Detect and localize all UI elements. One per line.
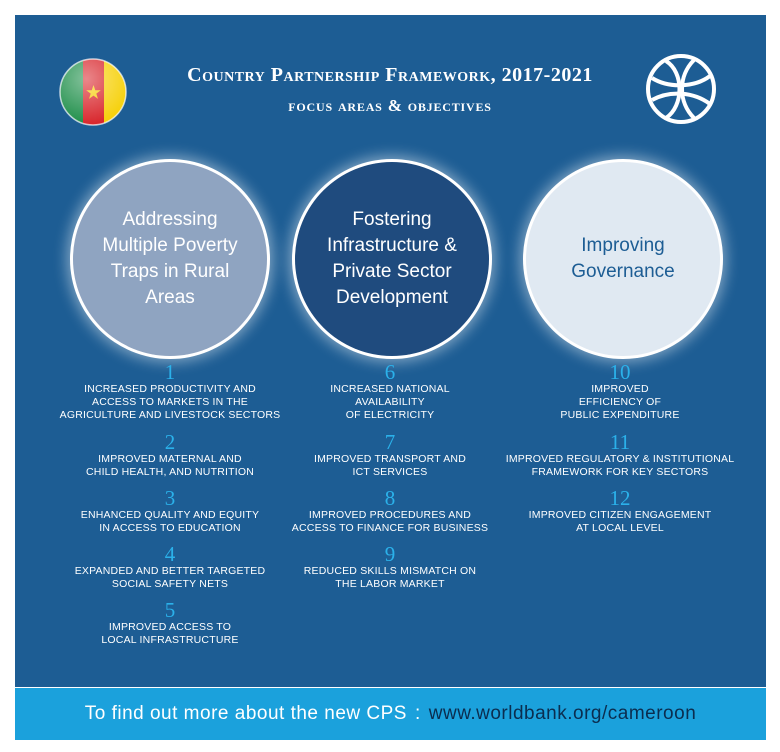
objective-number: 1 (164, 360, 176, 384)
world-bank-globe-icon (644, 52, 718, 126)
objectives-column-2 (270, 362, 510, 593)
objective-number: 9 (384, 542, 396, 566)
objective-number: 6 (384, 360, 396, 384)
objective-item (270, 488, 510, 535)
objective-number: 12 (609, 486, 631, 510)
footer-text: To find out more about the new CPS (84, 703, 407, 724)
objective-item (50, 432, 290, 479)
focus-area-label: Fostering Infrastructure & Private Sector Development (327, 209, 457, 308)
page-title: Country Partnership Framework, 2017-2021 (187, 64, 593, 86)
objective-item (270, 362, 510, 422)
objective-number: 7 (384, 430, 396, 454)
focus-area-rural-poverty (73, 162, 267, 356)
objective-text: IMPROVED PROCEDURES AND ACCESS TO FINANCE FOR BUSINESS (291, 509, 489, 534)
objective-number: 8 (384, 486, 396, 510)
objective-item (50, 362, 290, 422)
objective-text: IMPROVED TRANSPORT AND ICT SERVICES (313, 453, 466, 478)
objective-text: REDUCED SKILLS MISMATCH ON THE LABOR MARKET (303, 565, 477, 590)
objective-item (500, 362, 740, 422)
objective-text: IMPROVED MATERNAL AND CHILD HEALTH, AND NUTRITION (86, 453, 254, 478)
objective-text: IMPROVED CITIZEN ENGAGEMENT AT LOCAL LEVEL (528, 509, 712, 534)
focus-area-governance (526, 162, 720, 356)
objective-item (50, 488, 290, 535)
objective-item (500, 488, 740, 535)
footer-link[interactable]: www.worldbank.org/cameroon (428, 703, 697, 724)
objective-number: 3 (164, 486, 176, 510)
focus-area-label: Improving Governance (571, 235, 675, 282)
objective-text: IMPROVED EFFICIENCY OF PUBLIC EXPENDITURE (560, 383, 680, 421)
page-subtitle: focus areas & objectives (288, 96, 492, 115)
objective-number: 5 (164, 598, 176, 622)
objective-number: 2 (164, 430, 176, 454)
objectives-column-1 (50, 362, 290, 649)
objective-text: IMPROVED ACCESS TO LOCAL INFRASTRUCTURE (101, 621, 239, 646)
objective-text: INCREASED PRODUCTIVITY AND ACCESS TO MARKETS IN THE AGRICULTURE AND LIVESTOCK SECTORS (59, 383, 281, 421)
objective-number: 4 (164, 542, 176, 566)
objective-item (270, 544, 510, 591)
objective-text: INCREASED NATIONAL AVAILABILITY OF ELECTRICITY (330, 383, 450, 421)
footer-separator: : (414, 703, 421, 724)
objectives-column-3 (500, 362, 740, 537)
objective-item (50, 600, 290, 647)
objective-item (50, 544, 290, 591)
objective-text: EXPANDED AND BETTER TARGETED SOCIAL SAFETY NETS (74, 565, 266, 590)
objective-text: IMPROVED REGULATORY & INSTITUTIONAL FRAMEWORK FOR KEY SECTORS (505, 453, 735, 478)
objective-item (270, 432, 510, 479)
focus-area-infrastructure (295, 162, 489, 356)
objective-item (500, 432, 740, 479)
focus-area-label: Addressing Multiple Poverty Traps in Rural Areas (102, 209, 238, 308)
objective-text: ENHANCED QUALITY AND EQUITY IN ACCESS TO EDUCATION (80, 509, 260, 534)
footer-bar (15, 688, 766, 740)
objective-number: 11 (609, 430, 631, 454)
objective-number: 10 (609, 360, 631, 384)
